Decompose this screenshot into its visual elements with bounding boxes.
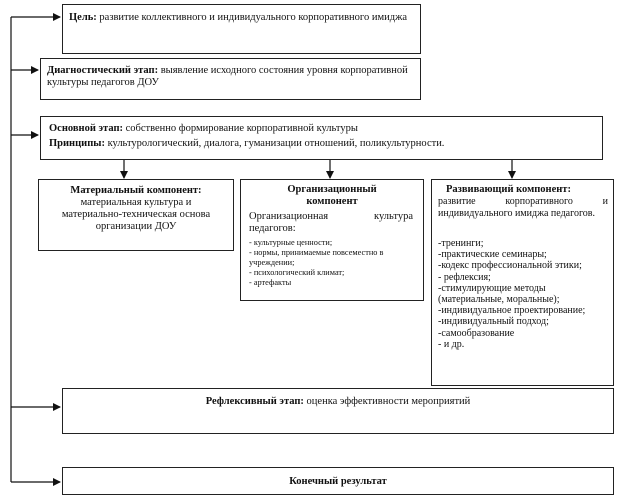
developing-item: -стимулирующие методы (материальные, моральные); bbox=[438, 282, 560, 306]
developing-item: - рефлексия; bbox=[438, 271, 491, 283]
organizational-item: - культурные ценности; bbox=[249, 238, 333, 247]
organizational-item: - артефакты bbox=[249, 278, 292, 287]
diagnostic-text: выявление исходного состояния уровня корпоративной культуры педагогов ДОУ bbox=[47, 65, 408, 88]
material-title: Материальный компонент: bbox=[70, 185, 202, 196]
organizational-title-1: Организационный bbox=[287, 184, 377, 195]
material-component-box bbox=[38, 179, 234, 251]
developing-item: -самообразование bbox=[438, 327, 515, 339]
material-line-3: организации ДОУ bbox=[95, 221, 177, 232]
main-stage-title: Основной этап: bbox=[49, 123, 123, 134]
final-result-title: Конечный результат bbox=[289, 476, 387, 487]
goal-text: развитие коллективного и индивидуального корпоративного имиджа bbox=[99, 12, 407, 23]
developing-item: -индивидуальное проектирование; bbox=[438, 305, 586, 317]
main-stage-text: собственно формирование корпоративной культуры bbox=[125, 123, 358, 134]
goal-title: Цель: bbox=[69, 12, 97, 23]
principles-text: культурологический, диалога, гуманизации отношений, поликультурности. bbox=[107, 138, 445, 149]
organizational-component-box bbox=[240, 179, 424, 301]
organizational-item: - нормы, принимаемые повсеместно в учреждении; bbox=[249, 248, 384, 267]
reflexive-title: Рефлексивный этап: bbox=[205, 396, 304, 407]
diagnostic-title: Диагностический этап: bbox=[47, 65, 159, 76]
developing-item: -тренинги; bbox=[438, 238, 484, 249]
developing-intro: развитие корпоративного и индивидуального имиджа педагогов. bbox=[438, 196, 608, 219]
developing-item: - и др. bbox=[438, 338, 465, 350]
developing-component-box bbox=[431, 179, 614, 386]
organizational-item: - психологический климат; bbox=[249, 268, 345, 277]
organizational-title-2: компонент bbox=[306, 196, 358, 207]
organizational-intro: Организационная культура педагогов: bbox=[249, 211, 413, 234]
principles-title: Принципы: bbox=[49, 138, 105, 149]
developing-item: -кодекс профессиональной этики; bbox=[438, 260, 582, 272]
material-line-2: материально-техническая основа bbox=[61, 209, 211, 220]
developing-item: -практические семинары; bbox=[438, 249, 547, 261]
developing-item: -индивидуальный подход; bbox=[438, 316, 549, 328]
final-result-box bbox=[62, 467, 614, 495]
developing-title: Развивающий компонент: bbox=[446, 184, 571, 195]
main-stage-box bbox=[40, 116, 603, 160]
goal-box bbox=[62, 4, 421, 54]
reflexive-text: оценка эффективности мероприятий bbox=[306, 396, 471, 407]
reflexive-stage-box bbox=[62, 388, 614, 434]
diagnostic-box bbox=[40, 58, 421, 100]
material-line-1: материальная культура и bbox=[80, 197, 192, 208]
